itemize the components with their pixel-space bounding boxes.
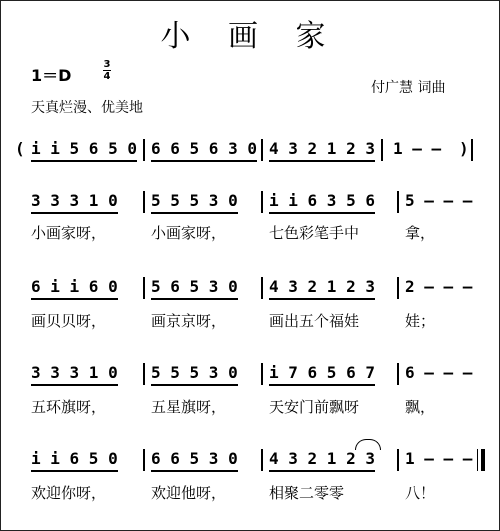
row-1-measure-4: 5 – – – bbox=[405, 191, 473, 210]
barline bbox=[143, 191, 145, 213]
row-2-measure-1: 6 i i 6 0 bbox=[31, 277, 118, 300]
row-4-measure-4: 1 – – – bbox=[405, 449, 473, 468]
barline bbox=[143, 363, 145, 385]
credit-line: 付广慧 词曲 bbox=[371, 80, 446, 96]
expression-mark: 天真烂漫、优美地 bbox=[31, 100, 143, 116]
tie-mark bbox=[355, 439, 381, 450]
row-4-lyric-3: 相聚二零零 bbox=[269, 484, 345, 502]
row-3-lyric-1: 五环旗呀， bbox=[31, 398, 107, 416]
row-3-lyric-3: 天安门前飘呀 bbox=[269, 398, 360, 416]
intro-measure-2: 6 6 5 6 3 0 bbox=[151, 139, 257, 162]
row-1-measure-3: i i 6 3 5 6 bbox=[269, 191, 375, 214]
row-3-notes bbox=[1, 363, 499, 383]
barline bbox=[143, 139, 145, 161]
row-3-measure-4: 6 – – – bbox=[405, 363, 473, 382]
row-1-measure-2: 5 5 5 3 0 bbox=[151, 191, 238, 214]
final-barline-thin bbox=[477, 449, 478, 471]
row-4-lyric-2: 欢迎他呀， bbox=[151, 484, 227, 502]
row-1-measure-1: 3 3 3 1 0 bbox=[31, 191, 118, 214]
intro-open-paren: ( bbox=[15, 139, 25, 158]
row-2-notes bbox=[1, 277, 499, 297]
intro-close-paren: ) bbox=[459, 139, 469, 158]
row-2-lyric-2: 画京京呀， bbox=[151, 312, 227, 330]
key-signature: 1＝D bbox=[31, 66, 72, 85]
barline bbox=[261, 449, 263, 471]
intro-measure-1: i i 5 6 5 0 bbox=[31, 139, 137, 162]
row-4-measure-3: 4 3 2 1 2 3 bbox=[269, 449, 375, 472]
row-2-lyric-3: 画出五个福娃 bbox=[269, 312, 360, 330]
barline bbox=[261, 277, 263, 299]
intro-measure-4: 1 – – bbox=[393, 139, 442, 158]
row-4-measure-1: i i 6 5 0 bbox=[31, 449, 118, 472]
barline bbox=[471, 139, 473, 161]
row-4-lyric-4: 八！ bbox=[405, 484, 436, 502]
row-2-measure-3: 4 3 2 1 2 3 bbox=[269, 277, 375, 300]
row-3-lyric-4: 飘， bbox=[405, 398, 436, 416]
barline bbox=[397, 449, 399, 471]
row-3-measure-1: 3 3 3 1 0 bbox=[31, 363, 118, 386]
row-4-lyrics bbox=[1, 483, 499, 503]
row-4-notes bbox=[1, 449, 499, 469]
row-1-notes bbox=[1, 191, 499, 211]
row-3-lyrics bbox=[1, 397, 499, 417]
row-3-measure-2: 5 5 5 3 0 bbox=[151, 363, 238, 386]
song-title: 小 画 家 bbox=[160, 19, 340, 54]
row-1-lyric-1: 小画家呀， bbox=[31, 224, 107, 242]
row-2-measure-2: 5 6 5 3 0 bbox=[151, 277, 238, 300]
barline bbox=[261, 139, 263, 161]
barline bbox=[143, 277, 145, 299]
final-barline-thick bbox=[481, 449, 485, 471]
row-2-lyric-1: 画贝贝呀， bbox=[31, 312, 107, 330]
barline bbox=[397, 191, 399, 213]
intro-measure-3: 4 3 2 1 2 3 bbox=[269, 139, 375, 162]
row-3-measure-3: i 7 6 5 6 7 bbox=[269, 363, 375, 386]
row-1-lyric-4: 拿， bbox=[405, 224, 436, 242]
intro-notes bbox=[1, 139, 499, 159]
barline bbox=[143, 449, 145, 471]
row-1-lyric-3: 七色彩笔手中 bbox=[269, 224, 360, 242]
barline bbox=[381, 139, 383, 161]
row-2-measure-4: 2 – – – bbox=[405, 277, 473, 296]
row-1-lyrics bbox=[1, 223, 499, 243]
meter-top: 3 bbox=[103, 59, 111, 70]
row-4-measure-2: 6 6 5 3 0 bbox=[151, 449, 238, 472]
barline bbox=[397, 277, 399, 299]
barline bbox=[261, 191, 263, 213]
barline bbox=[261, 363, 263, 385]
row-2-lyrics bbox=[1, 311, 499, 331]
row-3-lyric-2: 五星旗呀， bbox=[151, 398, 227, 416]
time-signature bbox=[101, 59, 113, 82]
row-1-lyric-2: 小画家呀， bbox=[151, 224, 227, 242]
meter-bottom: 4 bbox=[103, 71, 111, 82]
barline bbox=[397, 363, 399, 385]
row-4-lyric-1: 欢迎你呀， bbox=[31, 484, 107, 502]
row-2-lyric-4: 娃； bbox=[405, 312, 436, 330]
